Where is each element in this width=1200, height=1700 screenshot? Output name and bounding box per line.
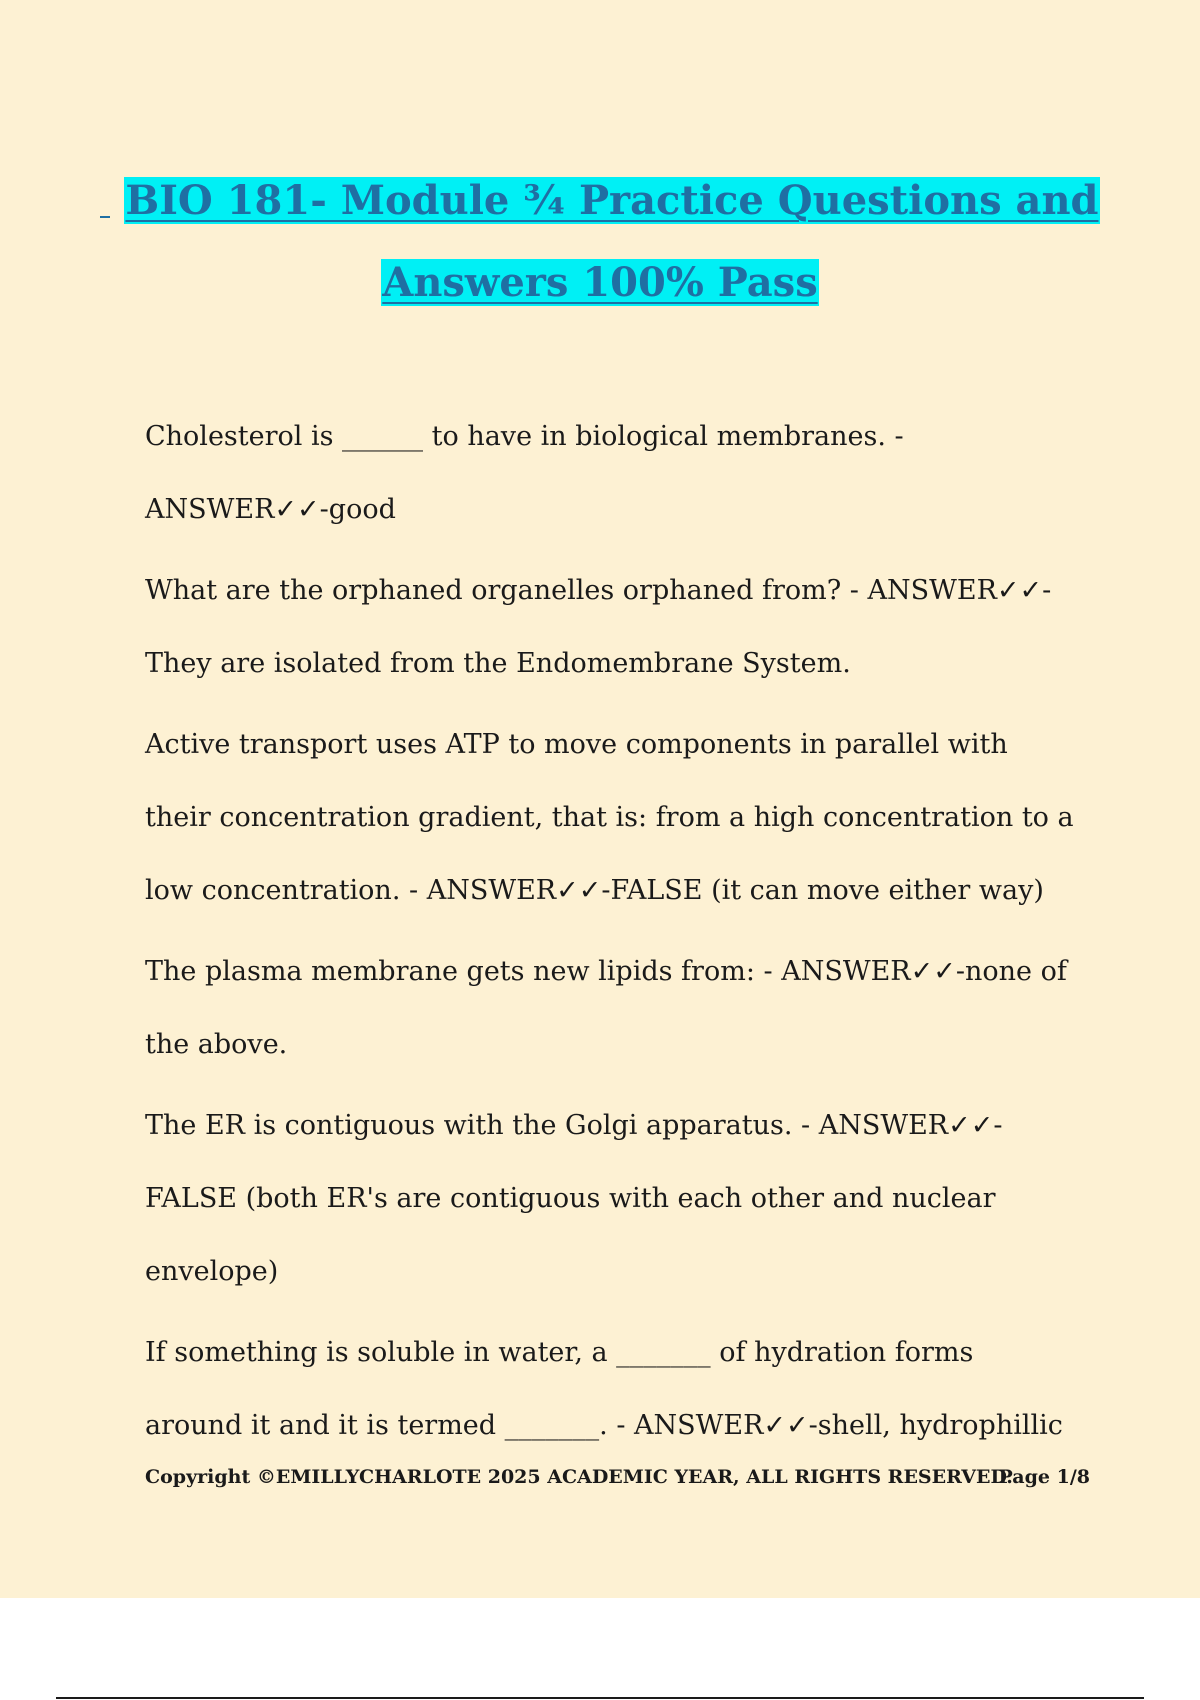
question-5-text: The ER is contiguous with the Golgi apparatus. - ANSWER✓✓-FALSE (both ER's are contiguous with each other and nuclear envelope) [145, 1110, 1003, 1287]
document-title [0, 160, 1200, 324]
title-line-1 [0, 160, 1200, 242]
question-6 [145, 1316, 1075, 1462]
question-4 [145, 935, 1075, 1081]
question-1-text: Cholesterol is ______ to have in biological membranes. - ANSWER✓✓-good [145, 421, 904, 525]
question-5 [145, 1089, 1075, 1308]
question-1 [145, 400, 1075, 546]
question-6-text: If something is soluble in water, a _______ of hydration forms around it and it is termed _______. - ANSWER✓✓-shell, hydrophillic [145, 1337, 1063, 1441]
title-line-1-text: BIO 181- Module ¾ Practice Questions and [125, 177, 1099, 224]
question-3 [145, 708, 1075, 927]
bottom-divider [56, 1697, 1144, 1699]
question-2 [145, 554, 1075, 700]
question-list [145, 400, 1075, 1470]
page-number: Page 1/8 [998, 1466, 1090, 1488]
title-line-2 [0, 242, 1200, 324]
question-4-text: The plasma membrane gets new lipids from: - ANSWER✓✓-none of the above. [145, 956, 1067, 1060]
title-line-2-text: Answers 100% Pass [382, 259, 818, 306]
question-2-text: What are the orphaned organelles orphaned from? - ANSWER✓✓-They are isolated from the Endomembrane System. [145, 575, 1052, 679]
question-3-text: Active transport uses ATP to move components in parallel with their concentration gradient, that is: from a high concentration to a low concentration. - ANSWER✓✓-FALSE (it can move either way) [145, 729, 1074, 906]
copyright-notice: Copyright ©EMILLYCHARLOTE 2025 ACADEMIC YEAR, ALL RIGHTS RESERVED. [145, 1466, 1013, 1488]
